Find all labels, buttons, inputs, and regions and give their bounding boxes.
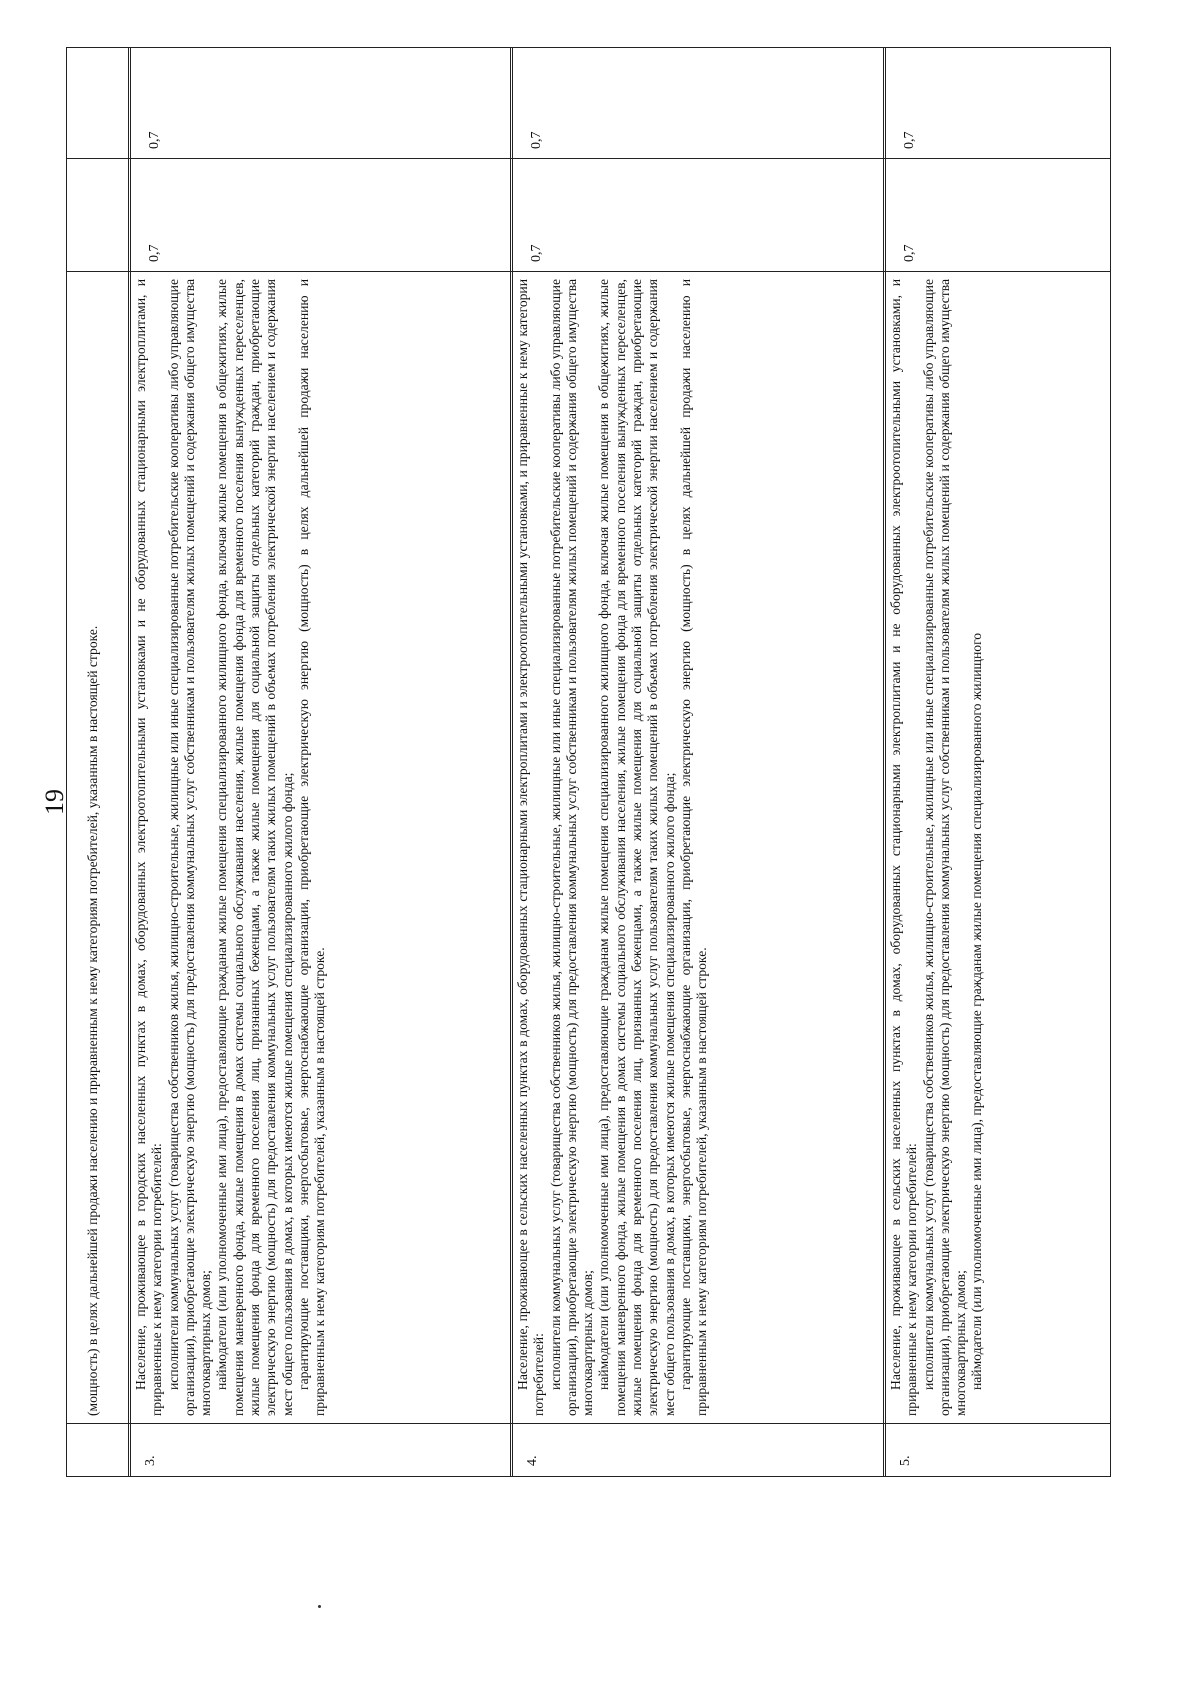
row-number: 5. bbox=[898, 1455, 913, 1466]
col-divider bbox=[67, 158, 1110, 159]
paragraph: гарантирующие поставщики, энергосбытовые, энергоснабжающие организации, приобретающие электрическую энергию (мощность) в целях дальнейшей продажи населению и приравненным к нему категориям потребителей, указанным в настоящей строке. bbox=[295, 279, 328, 1416]
row-description bbox=[131, 272, 509, 1424]
paragraph: Население, проживающее в городских населенных пунктах в домах, оборудованных электроотопительными установками и не оборудованных стационарными электроплитами, и приравненные к нему категории потребителей: bbox=[133, 279, 165, 1416]
row-number: 4. bbox=[525, 1455, 540, 1466]
value-cell: 0,7 bbox=[902, 244, 917, 262]
value-cell: 0,7 bbox=[902, 131, 917, 149]
row-description bbox=[886, 272, 1110, 1424]
value-cell: 0,7 bbox=[529, 244, 544, 262]
continuation-paragraph: (мощность) в целях дальнейшей продажи населению и приравненным к нему категориям потребителей, указанным в настоящей строке. bbox=[85, 625, 100, 1416]
paragraph: Население, проживающее в сельских населенных пунктах в домах, оборудованных стационарными электроплитами и электроотопительными установками, и приравненные к нему категории потребителей: bbox=[515, 279, 547, 1416]
page-number: 19 bbox=[40, 789, 69, 815]
paragraph: исполнители коммунальных услуг (товарищества собственников жилья, жилищно-строительные, жилищные или иные специализированные потребительские кооперативы либо управляющие организации), приобретающие электрическую энергию (мощность) для предоставления коммунальных услуг собственникам и пользователям жилых помещений и содержания общего имущества многоквартирных домов; bbox=[920, 279, 969, 1416]
paragraph: наймодатели (или уполномоченные ими лица), предоставляющие гражданам жилые помещения специализированного жилищного фонда, включая жилые помещения в общежитиях, жилые помещения маневренного фонда, жилые помещения в домах системы социального обслуживания населения, жилые помещения фонда для временного поселения вынужденных переселенцев, жилые помещения фонда для временного поселения лиц, признанных беженцами, а также жилые помещения для социальной защиты отдельных категорий граждан, приобретающие электрическую энергию (мощность) для предоставления коммунальных услуг пользователям таких жилых помещений в объемах потребления электрической энергии населением и содержания мест общего пользования в домах, в которых имеются жилые помещения специализированного жилого фонда; bbox=[596, 279, 677, 1416]
scan-speck bbox=[318, 1605, 321, 1608]
paragraph: исполнители коммунальных услуг (товарищества собственников жилья, жилищно-строительные, жилищные или иные специализированные потребительские кооперативы либо управляющие организации), приобретающие электрическую энергию (мощность) для предоставления коммунальных услуг собственникам и пользователям жилых помещений и содержания общего имущества многоквартирных домов; bbox=[165, 279, 214, 1416]
value-cell: 0,7 bbox=[147, 131, 162, 149]
paragraph: исполнители коммунальных услуг (товарищества собственников жилья, жилищно-строительные, жилищные или иные специализированные потребительские кооперативы либо управляющие организации), приобретающие электрическую энергию (мощность) для предоставления коммунальных услуг собственникам и пользователям жилых помещений и содержания общего имущества многоквартирных домов; bbox=[547, 279, 596, 1416]
paragraph: наймодатели (или уполномоченные ими лица), предоставляющие гражданам жилые помещения специализированного жилищного фонда, включая жилые помещения в общежитиях, жилые помещения маневренного фонда, жилые помещения в домах системы социального обслуживания населения, жилые помещения фонда для временного поселения вынужденных переселенцев, жилые помещения фонда для временного поселения лиц, признанных беженцами, а также жилые помещения для социальной защиты отдельных категорий граждан, приобретающие электрическую энергию (мощность) для предоставления коммунальных услуг пользователям таких жилых помещений в объемах потребления электрической энергии населением и содержания мест общего пользования в домах, в которых имеются жилые помещения специализированного жилого фонда; bbox=[214, 279, 295, 1416]
value-cell: 0,7 bbox=[147, 244, 162, 262]
value-cell: 0,7 bbox=[529, 131, 544, 149]
paragraph: Население, проживающее в сельских населенных пунктах в домах, оборудованных стационарными электроплитами и не оборудованных электроотопительными установками, и приравненные к нему категории потребителей: bbox=[888, 279, 920, 1416]
row-description bbox=[513, 272, 883, 1424]
rotated-table-frame bbox=[66, 47, 1111, 1477]
paragraph: наймодатели (или уполномоченные ими лица), предоставляющие гражданам жилые помещения специализированного жилищного bbox=[969, 632, 985, 1390]
paragraph: гарантирующие поставщики, энергосбытовые, энергоснабжающие организации, приобретающие электрическую энергию (мощность) в целях дальнейшей продажи населению и приравненным к нему категориям потребителей, указанным в настоящей строке. bbox=[677, 279, 710, 1416]
tariff-table bbox=[66, 47, 1111, 1477]
continuation-text bbox=[67, 272, 128, 1424]
row-number: 3. bbox=[143, 1455, 158, 1466]
